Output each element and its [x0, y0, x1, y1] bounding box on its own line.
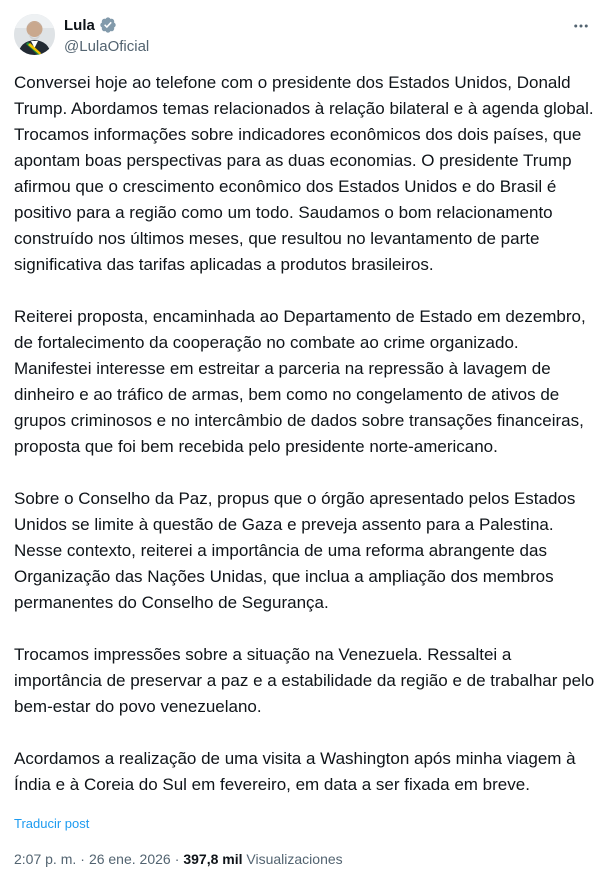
display-name[interactable]: Lula — [64, 16, 95, 34]
tweet-text — [14, 70, 599, 798]
tweet-paragraph: Trocamos impressões sobre a situação na Venezuela. Ressaltei a importância de preservar a paz e a estabilidade da região e de trabalhar pelo bem-estar do povo venezuelano. — [14, 645, 595, 716]
user-handle[interactable]: @LulaOficial — [64, 38, 150, 55]
tweet-paragraph: Conversei hoje ao telefone com o presidente dos Estados Unidos, Donald Trump. Abordamos temas relacionados à relação bilateral e à agenda global. Trocamos informações sobre indicadores econômicos dos dois países, que apontam boas perspectivas para as duas economias. O presidente Trump afirmou que o crescimento econômico dos Estados Unidos e do Brasil é positivo para a região como um todo. Saudamos o bom relacionamento construído nos últimos meses, que resultou no levantamento de parte significativa das tarifas aplicadas a produtos brasileiros. — [14, 73, 594, 274]
avatar[interactable] — [14, 14, 55, 55]
views-label: Visualizaciones — [246, 851, 343, 867]
author-name-row[interactable] — [64, 16, 117, 34]
more-options-icon[interactable] — [566, 14, 596, 38]
tweet-paragraph: Reiterei proposta, encaminhada ao Departamento de Estado em dezembro, de fortalecimento da cooperação no combate ao crime organizado. Manifestei interesse em estreitar a parceria na repressão à lavagem de dinheiro e ao tráfico de armas, bem como no congelamento de ativos de grupos criminosos e no intercâmbio de dados sobre transações financeiras, proposta que foi bem recebida pelo presidente norte-americano. — [14, 307, 586, 456]
verified-badge-icon — [99, 16, 117, 34]
translate-post-link[interactable]: Traducir post — [14, 816, 90, 831]
avatar-image — [14, 14, 55, 55]
tweet-time[interactable]: 2:07 p. m. — [14, 851, 77, 867]
tweet-metadata — [14, 851, 343, 867]
tweet-date[interactable]: 26 ene. 2026 — [88, 851, 171, 867]
views-count[interactable]: 397,8 mil — [183, 851, 243, 867]
meta-separator: · — [80, 851, 85, 867]
tweet-paragraph: Acordamos a realização de uma visita a Washington após minha viagem à Índia e à Coreia do Sul em fevereiro, em data a ser fixada em breve. — [14, 749, 576, 794]
tweet-paragraph: Sobre o Conselho da Paz, propus que o órgão apresentado pelos Estados Unidos se limite à questão de Gaza e preveja assento para a Palestina. Nesse contexto, reiterei a importância de uma reforma abrangente das Organização das Nações Unidas, que inclua a ampliação dos membros permanentes do Conselho de Segurança. — [14, 489, 576, 612]
meta-separator: · — [174, 851, 180, 867]
